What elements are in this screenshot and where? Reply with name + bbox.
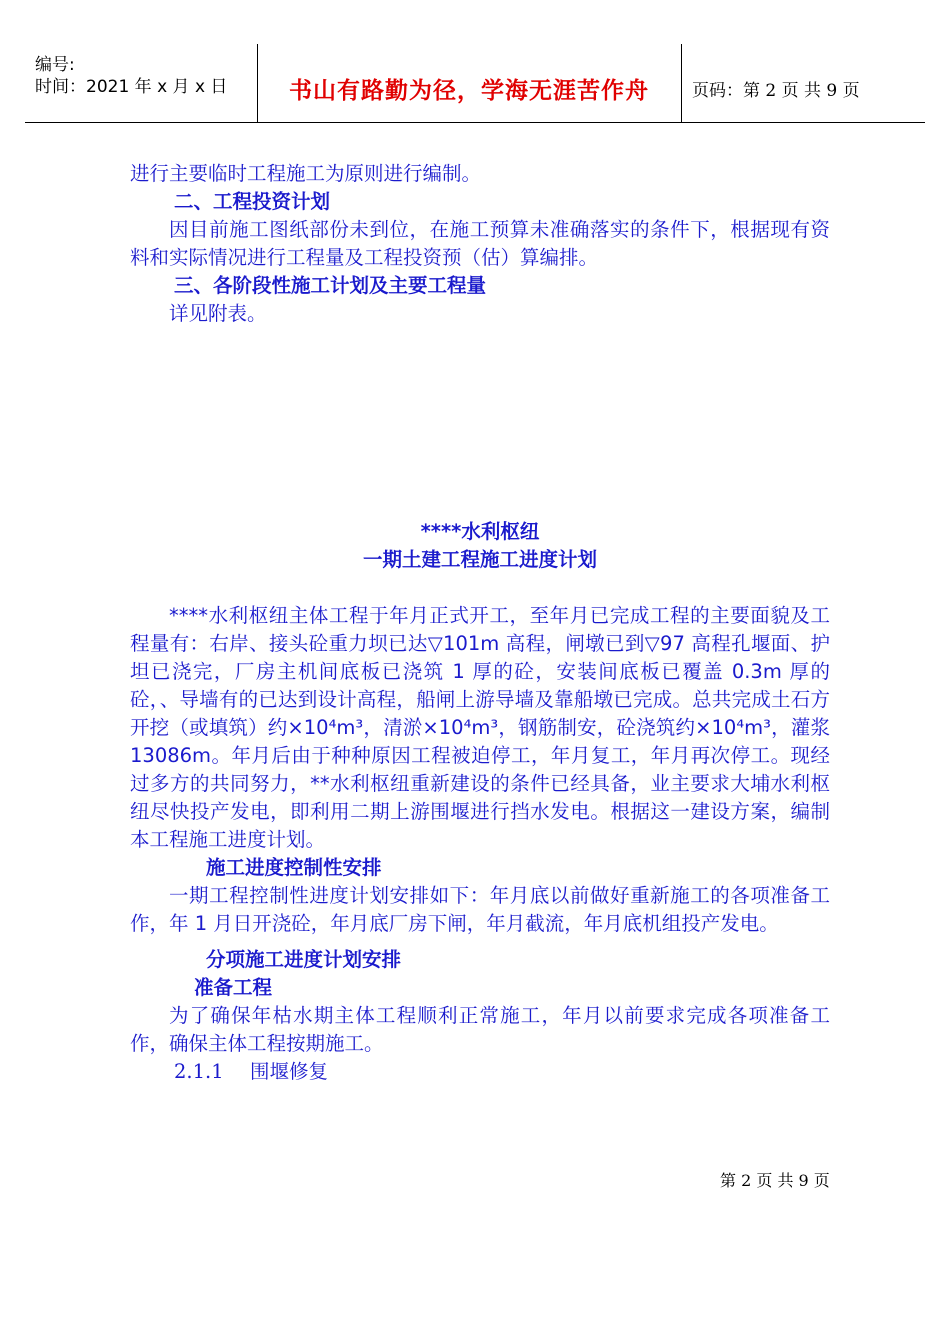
section-heading-stages: 三、各阶段性施工计划及主要工程量	[174, 274, 487, 297]
list-item	[130, 1058, 830, 1086]
paragraph-investment: 因目前施工图纸部份未到位，在施工预算未准确落实的条件下，根据现有资料和实际情况进行工程量及工程投资预（估）算编排。	[130, 218, 830, 269]
item-number: 2.1.1	[174, 1060, 224, 1083]
time-label: 时间：2021 年 x 月 x 日	[35, 77, 228, 97]
paragraph-control: 一期工程控制性进度计划安排如下：年月底以前做好重新施工的各项准备工作，年 1 月日开浇砼，年月底厂房下闸，年月截流，年月底机组投产发电。	[130, 884, 830, 935]
section-heading-control: 施工进度控制性安排	[206, 856, 382, 879]
document-body	[130, 160, 830, 1086]
paragraph-prep: 为了确保年枯水期主体工程顺利正常施工，年月以前要求完成各项准备工作，确保主体工程按期施工。	[130, 1004, 830, 1055]
page-footer: 第 2 页 共 9 页	[720, 1171, 830, 1190]
blank-space	[130, 574, 830, 602]
header-page-number: 页码：第 2 页 共 9 页	[692, 81, 860, 101]
paragraph-see-table: 详见附表。	[169, 302, 267, 325]
header-meta	[35, 54, 227, 98]
section-heading-prep: 准备工程	[194, 976, 273, 999]
number-label: 编号:	[35, 55, 75, 75]
doc-title-line2: 一期土建工程施工进度计划	[362, 548, 597, 571]
section-heading-investment: 二、工程投资计划	[174, 190, 331, 213]
header-divider	[681, 44, 682, 122]
item-text: 围堰修复	[250, 1060, 329, 1083]
paragraph-intro: 进行主要临时工程施工为原则进行编制。	[130, 162, 482, 185]
blank-space	[130, 328, 830, 518]
paragraph-overview: ****水利枢纽主体工程于年月正式开工，至年月已完成工程的主要面貌及工程量有：右岸、接头砼重力坝已达▽101m 高程，闸墩已到▽97 高程孔堰面、护坦已浇完，厂房主机间底板已浇筑 1 厚的砼，安装间底板已覆盖 0.3m 厚的砼，、导墙有的已达到设计高程，船闸上游导墙及靠船墩已完成。总共完成土石方开挖（或填筑）约×10⁴m³，清淤×10⁴m³，钢筋制安，砼浇筑约×10⁴m³，灌浆 13086m。年月后由于种种原因工程被迫停工，年月复工，年月再次停工。现经过多方的共同努力，**水利枢纽重新建设的条件已经具备，业主要求大埔水利枢纽尽快投产发电，即利用二期上游围堰进行挡水发电。根据这一建设方案，编制本工程施工进度计划。	[130, 604, 830, 851]
section-heading-subitems: 分项施工进度计划安排	[206, 948, 402, 971]
doc-title-line1: ****水利枢纽	[420, 520, 540, 543]
header-motto: 书山有路勤为径，学海无涯苦作舟	[289, 77, 649, 104]
page-header	[25, 44, 925, 123]
